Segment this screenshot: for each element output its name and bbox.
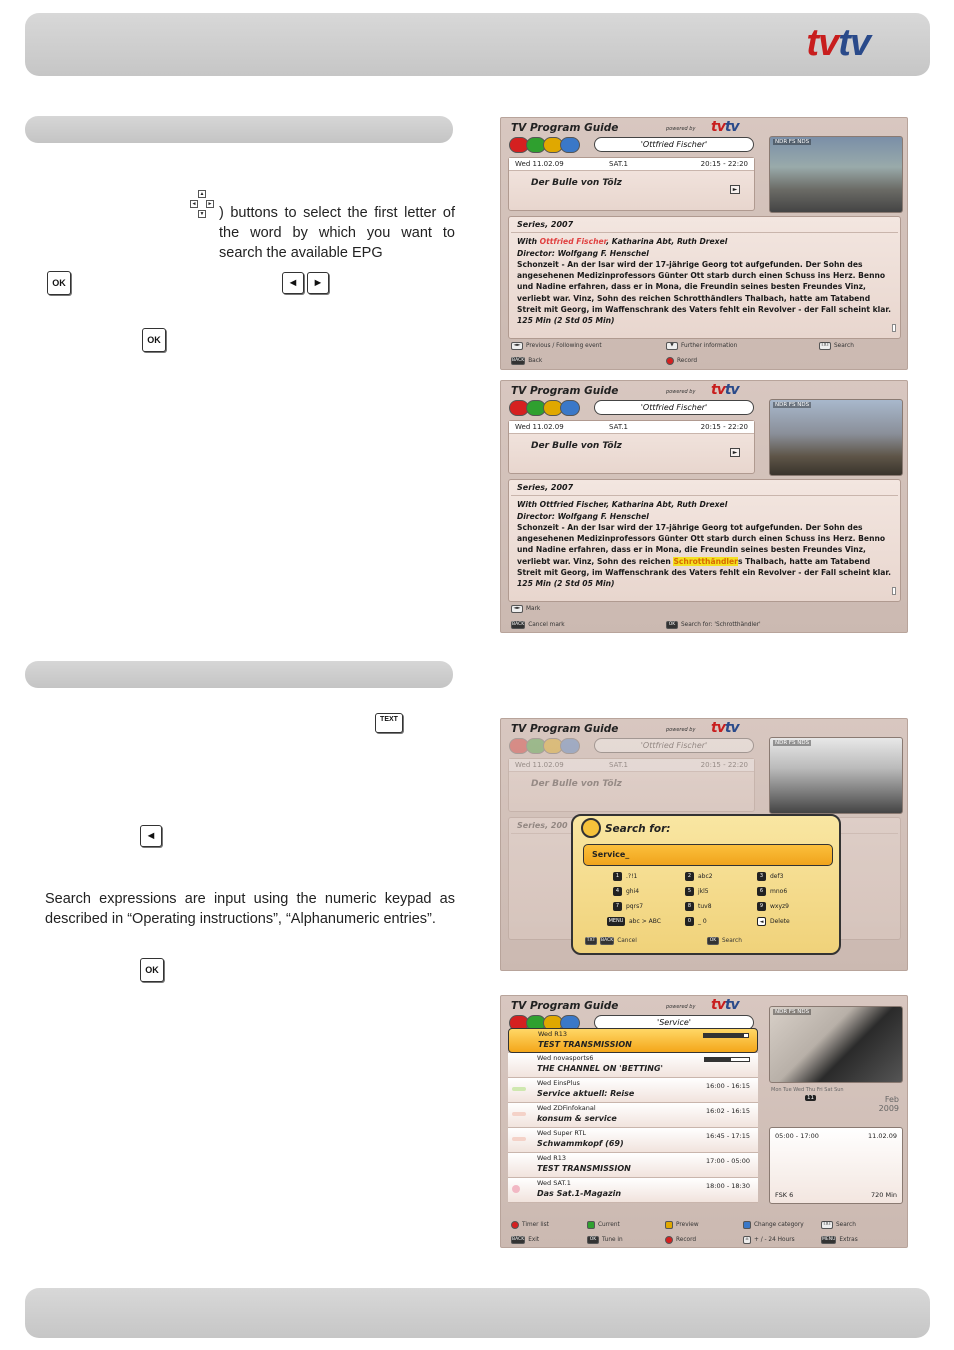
results-list [508, 1028, 758, 1203]
play-icon[interactable]: ► [730, 185, 740, 194]
result-row[interactable]: Wed ZDFinfokanal konsum & service 16:02 - 16:15 [508, 1103, 758, 1128]
result-row[interactable]: Wed EinsPlus Service aktuell: Reise 16:00 - 16:15 [508, 1078, 758, 1103]
video-thumbnail: NDR FS NDS [769, 737, 903, 814]
epg-screen-detail: TV Program Guide powered by tvtv 'Ottfried Fischer' Wed 11.02.09 SAT.1 20:15 - 22:20 Der Bulle von Tölz ► NDR FS NDS Series, 2007 With Ottfried Fischer, Katharina Abt, Ruth Drexel Director: Wolfgang F. Henschel Schonzeit - An der Isar wird der 17-jährige Georg tot aufgefunden. Der Sohn des angesehenen Medizinprofessors Günter Ott starb durch einen Schuss ins Herz. Benno und Nadine erfahren, dass er in Mona, die Freundin seines besten Freundes Vinz, verliebt war. Vinz, Sohn des reichen Schrotthändlers Thalbach, hatte am Tatabend Streit mit Georg, im Waffenschrank des Vaters fehlt ein Revolver - der Fall scheint klar. 125 Min (2 Std 05 Min) ◄► Previous / Following event ▼ Further information TXT Search BACK Back Record [500, 117, 908, 370]
search-dialog: Search for: Service_ 1 .?!1 2 abc2 3 def3 4 ghi4 5 jkl5 6 mno6 7 pqrs7 8 tuv8 9 wxyz9 MENU abc > ABC 0 _ 0 ◄ Delete TXT BACK Cancel OK Search [571, 814, 841, 955]
search-query-field[interactable]: 'Ottfried Fischer' [594, 400, 754, 415]
ok-key-icon: OK [140, 958, 164, 982]
section-heading-bar [25, 661, 453, 688]
epg-screen-mark: TV Program Guide powered by tvtv 'Ottfried Fischer' Wed 11.02.09 SAT.1 20:15 - 22:20 Der Bulle von Tölz ► NDR FS NDS Series, 2007 With Ottfried Fischer, Katharina Abt, Ruth Drexel Director: Wolfgang F. Henschel Schonzeit - An der Isar wird der 17-jährige Georg tot aufgefunden. Der Sohn des angesehenen Medizinprofessors Günter Ott starb durch einen Schuss ins Herz. Benno und Nadine erfahren, dass er in Mona, die Freundin seines besten Freundes Vinz, verliebt war. Vinz, Sohn des reichen Schrotthändlers Thalbach, hatte am Tatabend Streit mit Georg, im Waffenschrank des Vaters fehlt ein Revolver - der Fall scheint klar. 125 Min (2 Std 05 Min) ◄► Mark BACK Cancel mark OK Search for: 'Schrotthändler' [500, 380, 908, 633]
section2-paragraph: Search expressions are input using the numeric keypad as described in “Operating instructions”, “Alphanumeric entries”. [45, 891, 455, 927]
section-heading-bar [25, 116, 453, 143]
result-row[interactable]: Wed R13 TEST TRANSMISSION 17:00 - 05:00 [508, 1153, 758, 1178]
header-band [25, 13, 930, 76]
epg-screen-results: TV Program Guide powered by tvtv 'Service' Wed R13 TEST TRANSMISSION Wed novasports6 THE CHANNEL ON 'BETTING' Wed EinsPlus Service aktuell: Reise 16:00 - 16:15 Wed ZDFinfokanal konsum & service 16:02 - 16:15 Wed Super RTL Schwammkopf (69) 16:45 - 17:15 Wed R13 TEST TRANSMISSION 17:00 - 05:00 Wed SAT.1 Das Sat.1-Magazin 18:00 - 18:30 NDR FS NDS Mon Tue Wed Thu Fri Sat Sun 11 Feb 2009 05:00 - 17:00 11.02.09 FSK 6 720 Min Timer list Current Preview Change category TXT Search BACK Exit OK Tune in Record ± + / - 24 Hours MENU Extras [500, 995, 908, 1248]
ok-key-icon: OK [47, 271, 71, 295]
ok-key-icon: OK [142, 328, 166, 352]
tvtv-mini-logo: tvtv [711, 119, 739, 135]
epg-screen-search-dialog: TV Program Guide powered by tvtv 'Ottfried Fischer' Wed 11.02.09 SAT.1 20:15 - 22:20 Der Bulle von Tölz Series, 200 NDR FS NDS Search for: Service_ 1 .?!1 2 abc2 3 def3 4 ghi4 5 jkl5 6 mno6 7 pqrs7 8 tuv8 9 wxyz9 MENU abc > ABC 0 _ 0 ◄ Delete TXT BACK Cancel OK Search [500, 718, 908, 971]
scrollbar[interactable] [892, 587, 896, 595]
result-row[interactable]: Wed novasports6 THE CHANNEL ON 'BETTING' [508, 1053, 758, 1078]
result-row[interactable]: Wed R13 TEST TRANSMISSION [508, 1028, 758, 1053]
tvtv-mini-logo: tvtv [711, 997, 739, 1013]
programme-title: Der Bulle von Tölz [531, 178, 622, 188]
magnifier-icon [581, 818, 601, 838]
tvtv-logo: tvtv [806, 22, 870, 64]
event-panel: Wed 11.02.09 SAT.1 20:15 - 22:20 Der Bulle von Tölz ► [508, 157, 755, 211]
search-query-field[interactable]: 'Service' [594, 1015, 754, 1030]
video-thumbnail: NDR FS NDS [769, 399, 903, 476]
result-row[interactable]: Wed SAT.1 Das Sat.1-Magazin 18:00 - 18:30 [508, 1178, 758, 1203]
right-key-icon: ► [307, 272, 329, 294]
progress-bar [703, 1033, 749, 1038]
event-info-box: 05:00 - 17:00 11.02.09 FSK 6 720 Min [769, 1127, 903, 1204]
color-buttons[interactable] [509, 137, 577, 153]
video-thumbnail: NDR FS NDS [769, 136, 903, 213]
left-key-icon: ◄ [282, 272, 304, 294]
search-input[interactable]: Service_ [583, 844, 833, 866]
result-row[interactable]: Wed Super RTL Schwammkopf (69) 16:45 - 17:15 [508, 1128, 758, 1153]
left-key-icon: ◄ [140, 825, 162, 847]
screen-title: TV Program Guide [511, 122, 619, 134]
footer-band [25, 1288, 930, 1338]
tvtv-mini-logo: tvtv [711, 720, 739, 736]
dpad-icon: ▲ ◄ ► ▼ [191, 191, 213, 217]
tvtv-mini-logo: tvtv [711, 382, 739, 398]
calendar[interactable]: Mon Tue Wed Thu Fri Sat Sun 11 Feb 2009 [771, 1087, 899, 1113]
dialog-title: Search for: [605, 823, 671, 835]
marked-word: Schrotthändler [673, 556, 738, 566]
progress-bar [704, 1057, 750, 1062]
event-panel: Wed 11.02.09 SAT.1 20:15 - 22:20 Der Bulle von Tölz ► [508, 420, 755, 474]
color-buttons[interactable] [509, 400, 577, 416]
video-thumbnail: NDR FS NDS [769, 1006, 903, 1083]
description-panel: Series, 2007 With Ottfried Fischer, Katharina Abt, Ruth Drexel Director: Wolfgang F. Henschel Schonzeit - An der Isar wird der 17-jährige Georg tot aufgefunden. Der Sohn des angesehenen Medizinprofessors Günter Ott starb durch einen Schuss ins Herz. Benno und Nadine erfahren, dass er in Mona, die Freundin seines besten Freundes Vinz, verliebt war. Vinz, Sohn des reichen Schrotthändlers Thalbach, hatte am Tatabend Streit mit Georg, im Waffenschrank des Vaters fehlt ein Revolver - der Fall scheint klar. 125 Min (2 Std 05 Min) [508, 479, 901, 602]
play-icon[interactable]: ► [730, 448, 740, 457]
text-key-icon: TEXT [375, 713, 403, 733]
search-query-field[interactable]: 'Ottfried Fischer' [594, 137, 754, 152]
section1-paragraph: ) buttons to select the first letter of the word by which you want to search the available EPG [219, 205, 455, 261]
description-panel: Series, 2007 With Ottfried Fischer, Katharina Abt, Ruth Drexel Director: Wolfgang F. Henschel Schonzeit - An der Isar wird der 17-jährige Georg tot aufgefunden. Der Sohn des angesehenen Medizinprofessors Günter Ott starb durch einen Schuss ins Herz. Benno und Nadine erfahren, dass er in Mona, die Freundin seines besten Freundes Vinz, verliebt war. Vinz, Sohn des reichen Schrotthändlers Thalbach, hatte am Tatabend Streit mit Georg, im Waffenschrank des Vaters fehlt ein Revolver - der Fall scheint klar. 125 Min (2 Std 05 Min) [508, 216, 901, 339]
scrollbar[interactable] [892, 324, 896, 332]
